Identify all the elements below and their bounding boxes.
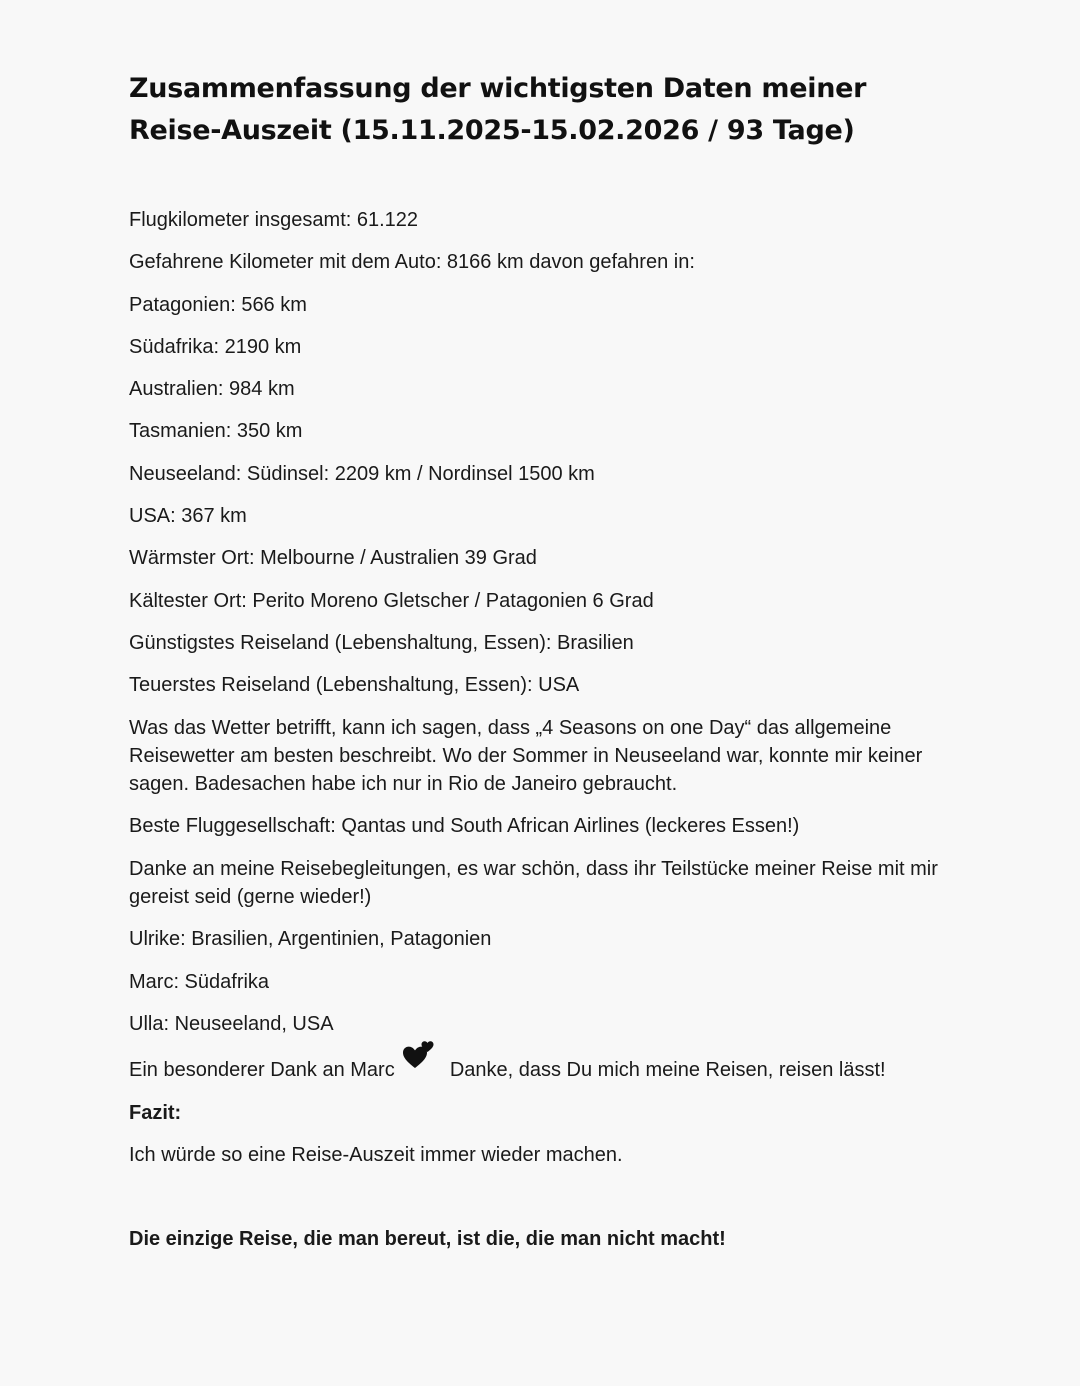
south-africa-km-line: Südafrika: 2190 km [129,335,302,358]
summary-content [129,206,959,1267]
closing-quote: Die einzige Reise, die man bereut, ist die, die man nicht macht! [129,1228,726,1251]
most-expensive-country-line: Teuerstes Reiseland (Lebenshaltung, Essen): USA [129,674,580,697]
usa-km-line: USA: 367 km [129,505,247,528]
best-airline-line: Beste Fluggesellschaft: Qantas und South African Airlines (leckeres Essen!) [129,815,800,838]
spacer [129,1183,959,1225]
cheapest-country-line: Günstigstes Reiseland (Lebenshaltung, Essen): Brasilien [129,631,634,654]
fazit-heading: Fazit: [129,1101,182,1124]
page-title-line-2: Reise-Auszeit (15.11.2025-15.02.2026 / 93 Tage) [129,115,855,146]
coldest-place-line: Kältester Ort: Perito Moreno Gletscher / Patagonien 6 Grad [129,589,654,612]
special-thanks-line [129,1052,959,1084]
special-thanks-text-after: Danke, dass Du mich meine Reisen, reisen lässt! [449,1059,886,1082]
australia-km-line: Australien: 984 km [129,378,295,401]
companion-ulla-line: Ulla: Neuseeland, USA [129,1012,334,1035]
companion-ulrike-line: Ulrike: Brasilien, Argentinien, Patagonien [129,928,492,951]
tasmania-km-line: Tasmanien: 350 km [129,420,303,443]
page-title-line-1: Zusammenfassung der wichtigsten Daten meiner [129,73,867,104]
page-title [129,68,959,152]
special-thanks-text-before: Ein besonderer Dank an Marc [129,1059,395,1082]
car-km-line: Gefahrene Kilometer mit dem Auto: 8166 km davon gefahren in: [129,251,695,274]
patagonia-km-line: Patagonien: 566 km [129,293,307,316]
weather-paragraph: Was das Wetter betrifft, kann ich sagen, dass „4 Seasons on one Day“ das allgemeine Reisewetter am besten beschreibt. Wo der Sommer in Neuseeland war, konnte mir keiner sagen. Badesachen habe ich nur in Rio de Janeiro gebraucht. [129,716,923,796]
two-hearts-icon [402,1052,440,1080]
warmest-place-line: Wärmster Ort: Melbourne / Australien 39 Grad [129,547,537,570]
companion-marc-line: Marc: Südafrika [129,970,270,993]
new-zealand-km-line: Neuseeland: Südinsel: 2209 km / Nordinsel 1500 km [129,462,595,485]
fazit-text: Ich würde so eine Reise-Auszeit immer wieder machen. [129,1143,623,1166]
thanks-companions-paragraph: Danke an meine Reisebegleitungen, es war schön, dass ihr Teilstücke meiner Reise mit mir gereist seid (gerne wieder!) [129,857,938,909]
flight-km-line: Flugkilometer insgesamt: 61.122 [129,209,419,231]
document [129,68,959,1251]
